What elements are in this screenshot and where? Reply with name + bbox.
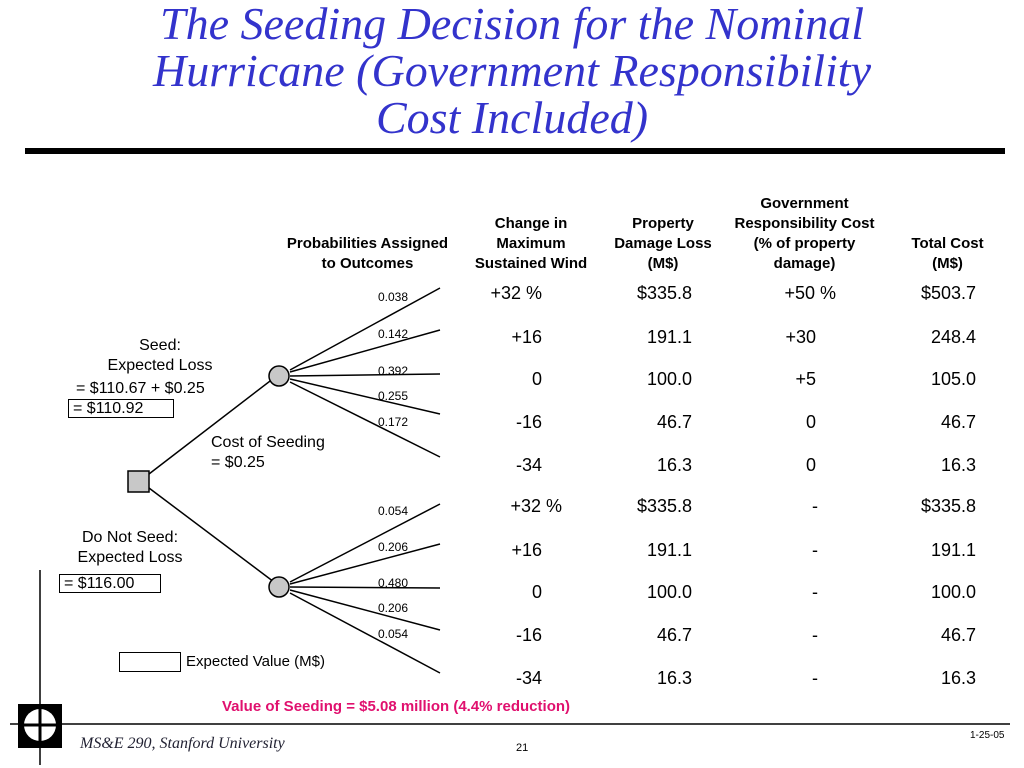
- seed-row-gov: +30: [785, 327, 816, 347]
- seed-row-total: $503.7: [920, 283, 976, 303]
- seed-row-damage: 191.1: [646, 327, 692, 347]
- noseed-row-wind: 0: [531, 582, 542, 602]
- header-probabilities-line: Probabilities Assigned: [286, 235, 449, 252]
- seed-probability: 0.142: [378, 327, 409, 341]
- noseed-row-gov: -: [812, 496, 818, 516]
- noseed-probability: 0.054: [378, 504, 409, 518]
- seed-outcome-line: [290, 374, 440, 376]
- seed-outcome-line: [290, 330, 440, 372]
- seed-row-wind: -34: [515, 455, 542, 475]
- noseed-expected-value-box: [59, 574, 161, 594]
- seed-outcome-line: [290, 379, 440, 414]
- noseed-row-damage: 100.0: [646, 582, 692, 602]
- seed-row-wind: +16: [511, 327, 542, 347]
- cost-of-seeding-line: Cost of Seeding: [211, 434, 325, 451]
- seed-row-damage: 46.7: [656, 412, 692, 432]
- seed-row-total: 16.3: [940, 455, 976, 475]
- noseed-row-gov: -: [812, 625, 818, 645]
- noseed-row-gov: -: [812, 540, 818, 560]
- seed-probability: 0.038: [378, 290, 409, 304]
- seed-expected-value: = $110.92: [68, 399, 174, 418]
- seed-label: [70, 336, 250, 376]
- header-probabilities-line: to Outcomes: [321, 255, 414, 272]
- seed-row-total: 105.0: [930, 369, 976, 389]
- noseed-label-line: Do Not Seed:: [81, 529, 179, 546]
- seed-probability: 0.255: [378, 389, 409, 403]
- seed-chance-node: [269, 366, 289, 386]
- seed-outcome-line: [290, 288, 440, 370]
- seed-row-damage: 100.0: [646, 369, 692, 389]
- header-damage: [603, 214, 723, 274]
- noseed-outcome-line: [290, 544, 440, 584]
- noseed-expected-value: = $116.00: [59, 574, 161, 593]
- footer-course: MS&E 290, Stanford University: [80, 735, 285, 752]
- seed-row-total: 248.4: [930, 327, 976, 347]
- seed-row-gov: 0: [805, 412, 816, 432]
- seed-probability: 0.172: [378, 415, 409, 429]
- legend-swatch: [119, 652, 181, 672]
- header-total: [895, 234, 1000, 274]
- header-wind-line: Sustained Wind: [474, 255, 588, 272]
- noseed-outcome-line: [290, 590, 440, 630]
- noseed-row-gov: -: [812, 582, 818, 602]
- title-line-3: Cost Included): [375, 92, 649, 143]
- header-gov-line: Responsibility Cost: [734, 215, 875, 232]
- seed-label-line: Seed:: [139, 337, 181, 354]
- noseed-probability: 0.480: [378, 576, 409, 590]
- seed-row-gov: 0: [805, 455, 816, 475]
- noseed-row-damage: $335.8: [636, 496, 692, 516]
- seed-label-line: Expected Loss: [107, 357, 213, 374]
- header-damage-line: Damage Loss: [614, 235, 712, 252]
- noseed-row-damage: 46.7: [656, 625, 692, 645]
- noseed-row-wind: +32 %: [510, 496, 562, 516]
- seed-expected-loss-formula: = $110.67 + $0.25: [76, 380, 205, 397]
- noseed-outcome-line: [290, 587, 440, 588]
- header-gov-line: damage): [773, 255, 836, 272]
- decision-node: [128, 471, 149, 492]
- seed-probability: 0.392: [378, 364, 409, 378]
- noseed-row-total: 191.1: [930, 540, 976, 560]
- noseed-probability: 0.206: [378, 540, 409, 554]
- noseed-row-total: 100.0: [930, 582, 976, 602]
- noseed-label: [40, 528, 220, 568]
- seed-row-damage: $335.8: [636, 283, 692, 303]
- noseed-row-gov: -: [812, 668, 818, 688]
- header-damage-line: (M$): [647, 255, 679, 272]
- seed-row-wind: 0: [531, 369, 542, 389]
- seed-row-gov: +5: [795, 369, 816, 389]
- seed-row-wind: +32 %: [490, 283, 542, 303]
- header-gov-line: Government: [760, 195, 849, 212]
- noseed-row-wind: -34: [515, 668, 542, 688]
- legend-label: Expected Value (M$): [186, 653, 325, 670]
- noseed-row-total: 16.3: [940, 668, 976, 688]
- noseed-row-damage: 191.1: [646, 540, 692, 560]
- noseed-row-total: 46.7: [940, 625, 976, 645]
- header-damage-line: Property: [632, 215, 694, 232]
- header-gov-line: (% of property: [753, 235, 856, 252]
- title-line-1: The Seeding Decision for the Nominal: [160, 0, 864, 49]
- noseed-probability: 0.206: [378, 601, 409, 615]
- header-total-line: Total Cost: [911, 235, 984, 252]
- seed-expected-value-box: [68, 399, 174, 419]
- noseed-row-wind: -16: [515, 625, 542, 645]
- title-line-2: Hurricane (Government Responsibility: [153, 45, 871, 96]
- noseed-row-total: $335.8: [920, 496, 976, 516]
- value-of-seeding: Value of Seeding = $5.08 million (4.4% reduction): [222, 698, 571, 715]
- header-total-line: (M$): [932, 255, 963, 272]
- header-wind: [466, 214, 596, 274]
- header-gov: [722, 194, 887, 274]
- noseed-label-line: Expected Loss: [77, 549, 183, 566]
- page-number: 21: [516, 742, 529, 754]
- noseed-probability: 0.054: [378, 627, 409, 641]
- footer-date: 1-25-05: [970, 730, 1005, 741]
- noseed-row-damage: 16.3: [656, 668, 692, 688]
- noseed-outcome-line: [290, 504, 440, 582]
- seed-row-wind: -16: [515, 412, 542, 432]
- cost-of-seeding-line: = $0.25: [211, 454, 265, 471]
- header-probabilities: [270, 234, 465, 274]
- cost-of-seeding: [211, 433, 325, 473]
- seed-row-gov: +50 %: [784, 283, 836, 303]
- seed-row-damage: 16.3: [656, 455, 692, 475]
- seed-row-total: 46.7: [940, 412, 976, 432]
- noseed-chance-node: [269, 577, 289, 597]
- noseed-row-wind: +16: [511, 540, 542, 560]
- header-wind-line: Change in: [494, 215, 568, 232]
- header-wind-line: Maximum: [496, 235, 566, 252]
